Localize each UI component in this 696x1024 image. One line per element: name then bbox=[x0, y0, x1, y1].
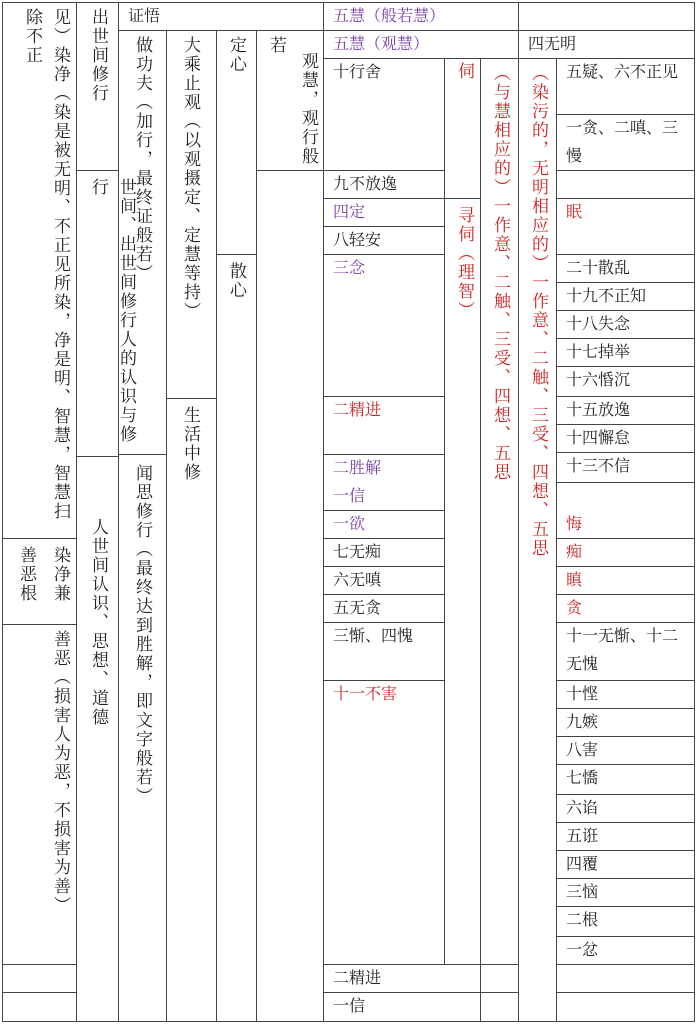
col1-mixed-label: 染净兼 bbox=[50, 546, 70, 603]
bad-factor: 十六惛沉 bbox=[566, 370, 631, 389]
good-factor: 三念 bbox=[333, 258, 366, 277]
header-realization: 证悟 bbox=[128, 6, 161, 25]
col3-practice: 做功夫（加行，最终证般若） bbox=[132, 36, 152, 283]
good-factor: 二胜解 bbox=[333, 458, 382, 477]
col9-wisdom-factors: （与慧相应的）一作意、二触、三受、四想、五思 bbox=[490, 64, 510, 482]
bad-factor: 二根 bbox=[566, 910, 599, 929]
bad-factor: 一贪、二嗔、三慢 bbox=[566, 118, 679, 165]
good-factor: 一欲 bbox=[333, 514, 366, 533]
bad-factor: 七憍 bbox=[566, 768, 599, 787]
good-factor: 一信 bbox=[333, 996, 366, 1015]
good-factor: 十一不害 bbox=[333, 684, 398, 703]
col2-worldly: 人世间认识、思想、道德 bbox=[88, 518, 108, 727]
col11-regret: 悔 bbox=[566, 514, 583, 533]
good-factor: 七无痴 bbox=[333, 542, 382, 561]
good-factor: 二精进 bbox=[333, 400, 382, 419]
header-wisdom-insight: 五慧（观慧） bbox=[333, 34, 430, 53]
header-wisdom-prajna: 五慧（般若慧） bbox=[333, 6, 446, 25]
bad-factor: 十悭 bbox=[566, 684, 599, 703]
bad-factor: 十五放逸 bbox=[566, 400, 631, 419]
col11-anger: 瞋 bbox=[566, 570, 583, 589]
good-factor: 一信 bbox=[333, 486, 366, 505]
col8-inquiry: 寻伺（理智） bbox=[454, 206, 474, 320]
col6-insight: 观慧，观行般 bbox=[298, 52, 318, 166]
good-factor: 十行舍 bbox=[333, 62, 382, 81]
col2-practitioner: 世间、出世间修行人的认识与修行 bbox=[88, 178, 136, 444]
col1-good-evil-text: 善恶（损害人为恶，不损害为善） bbox=[50, 630, 70, 915]
bad-factor: 十一无惭、十二无愧 bbox=[566, 626, 679, 673]
col4-mahayana: 大乘止观（以观摄定、定慧等持） bbox=[180, 36, 200, 321]
col3-study: 闻思修行（最终达到胜解，即文字般若） bbox=[132, 464, 152, 806]
bad-factor: 十四懈怠 bbox=[566, 428, 631, 447]
bad-factor: 九嫉 bbox=[566, 712, 599, 731]
col8-investigation: 伺 bbox=[454, 62, 474, 81]
col5-focused-mind: 定心 bbox=[226, 36, 246, 74]
bad-factor: 三恼 bbox=[566, 882, 599, 901]
good-factor: 二精进 bbox=[333, 968, 382, 987]
bad-factor: 五诳 bbox=[566, 826, 599, 845]
good-factor: 九不放逸 bbox=[333, 174, 398, 193]
bad-factor: 二十散乱 bbox=[566, 258, 631, 277]
good-factor: 六无嗔 bbox=[333, 570, 382, 589]
col5-scattered-mind: 散心 bbox=[226, 262, 246, 300]
col1-top-text: 见）染净（染是被无明、不正见所染，净是明、智慧，智慧扫除不正 bbox=[22, 8, 70, 521]
col10-defiled-factors: （染污的，无明相应的）一作意、二触、三受、四想、五思 bbox=[528, 64, 548, 558]
col11-greed: 贪 bbox=[566, 598, 583, 617]
col1-root-label: 善恶根 bbox=[16, 546, 36, 603]
col11-delusion: 痴 bbox=[566, 542, 583, 561]
good-factor: 八轻安 bbox=[333, 230, 382, 249]
bad-factor: 十三不信 bbox=[566, 456, 631, 475]
bad-factor: 八害 bbox=[566, 740, 599, 759]
col6-ruo: 若 bbox=[266, 36, 286, 55]
good-factor: 五无贪 bbox=[333, 598, 382, 617]
bad-factor: 一忿 bbox=[566, 940, 599, 959]
bad-factor: 十九不正知 bbox=[566, 286, 647, 305]
good-factor: 三惭、四愧 bbox=[333, 626, 414, 645]
good-factor: 四定 bbox=[333, 202, 366, 221]
bad-factor: 十八失念 bbox=[566, 314, 631, 333]
col2-transcendent: 出世间修行 bbox=[88, 8, 108, 103]
bad-factor: 十七掉举 bbox=[566, 342, 631, 361]
bad-factor: 五疑、六不正见 bbox=[566, 62, 679, 81]
bad-factor: 四覆 bbox=[566, 854, 599, 873]
col4-daily-life: 生活中修 bbox=[180, 406, 200, 482]
col11-sleep: 眠 bbox=[566, 202, 583, 221]
bad-factor: 六谄 bbox=[566, 798, 599, 817]
header-four-ignorance: 四无明 bbox=[528, 34, 577, 53]
